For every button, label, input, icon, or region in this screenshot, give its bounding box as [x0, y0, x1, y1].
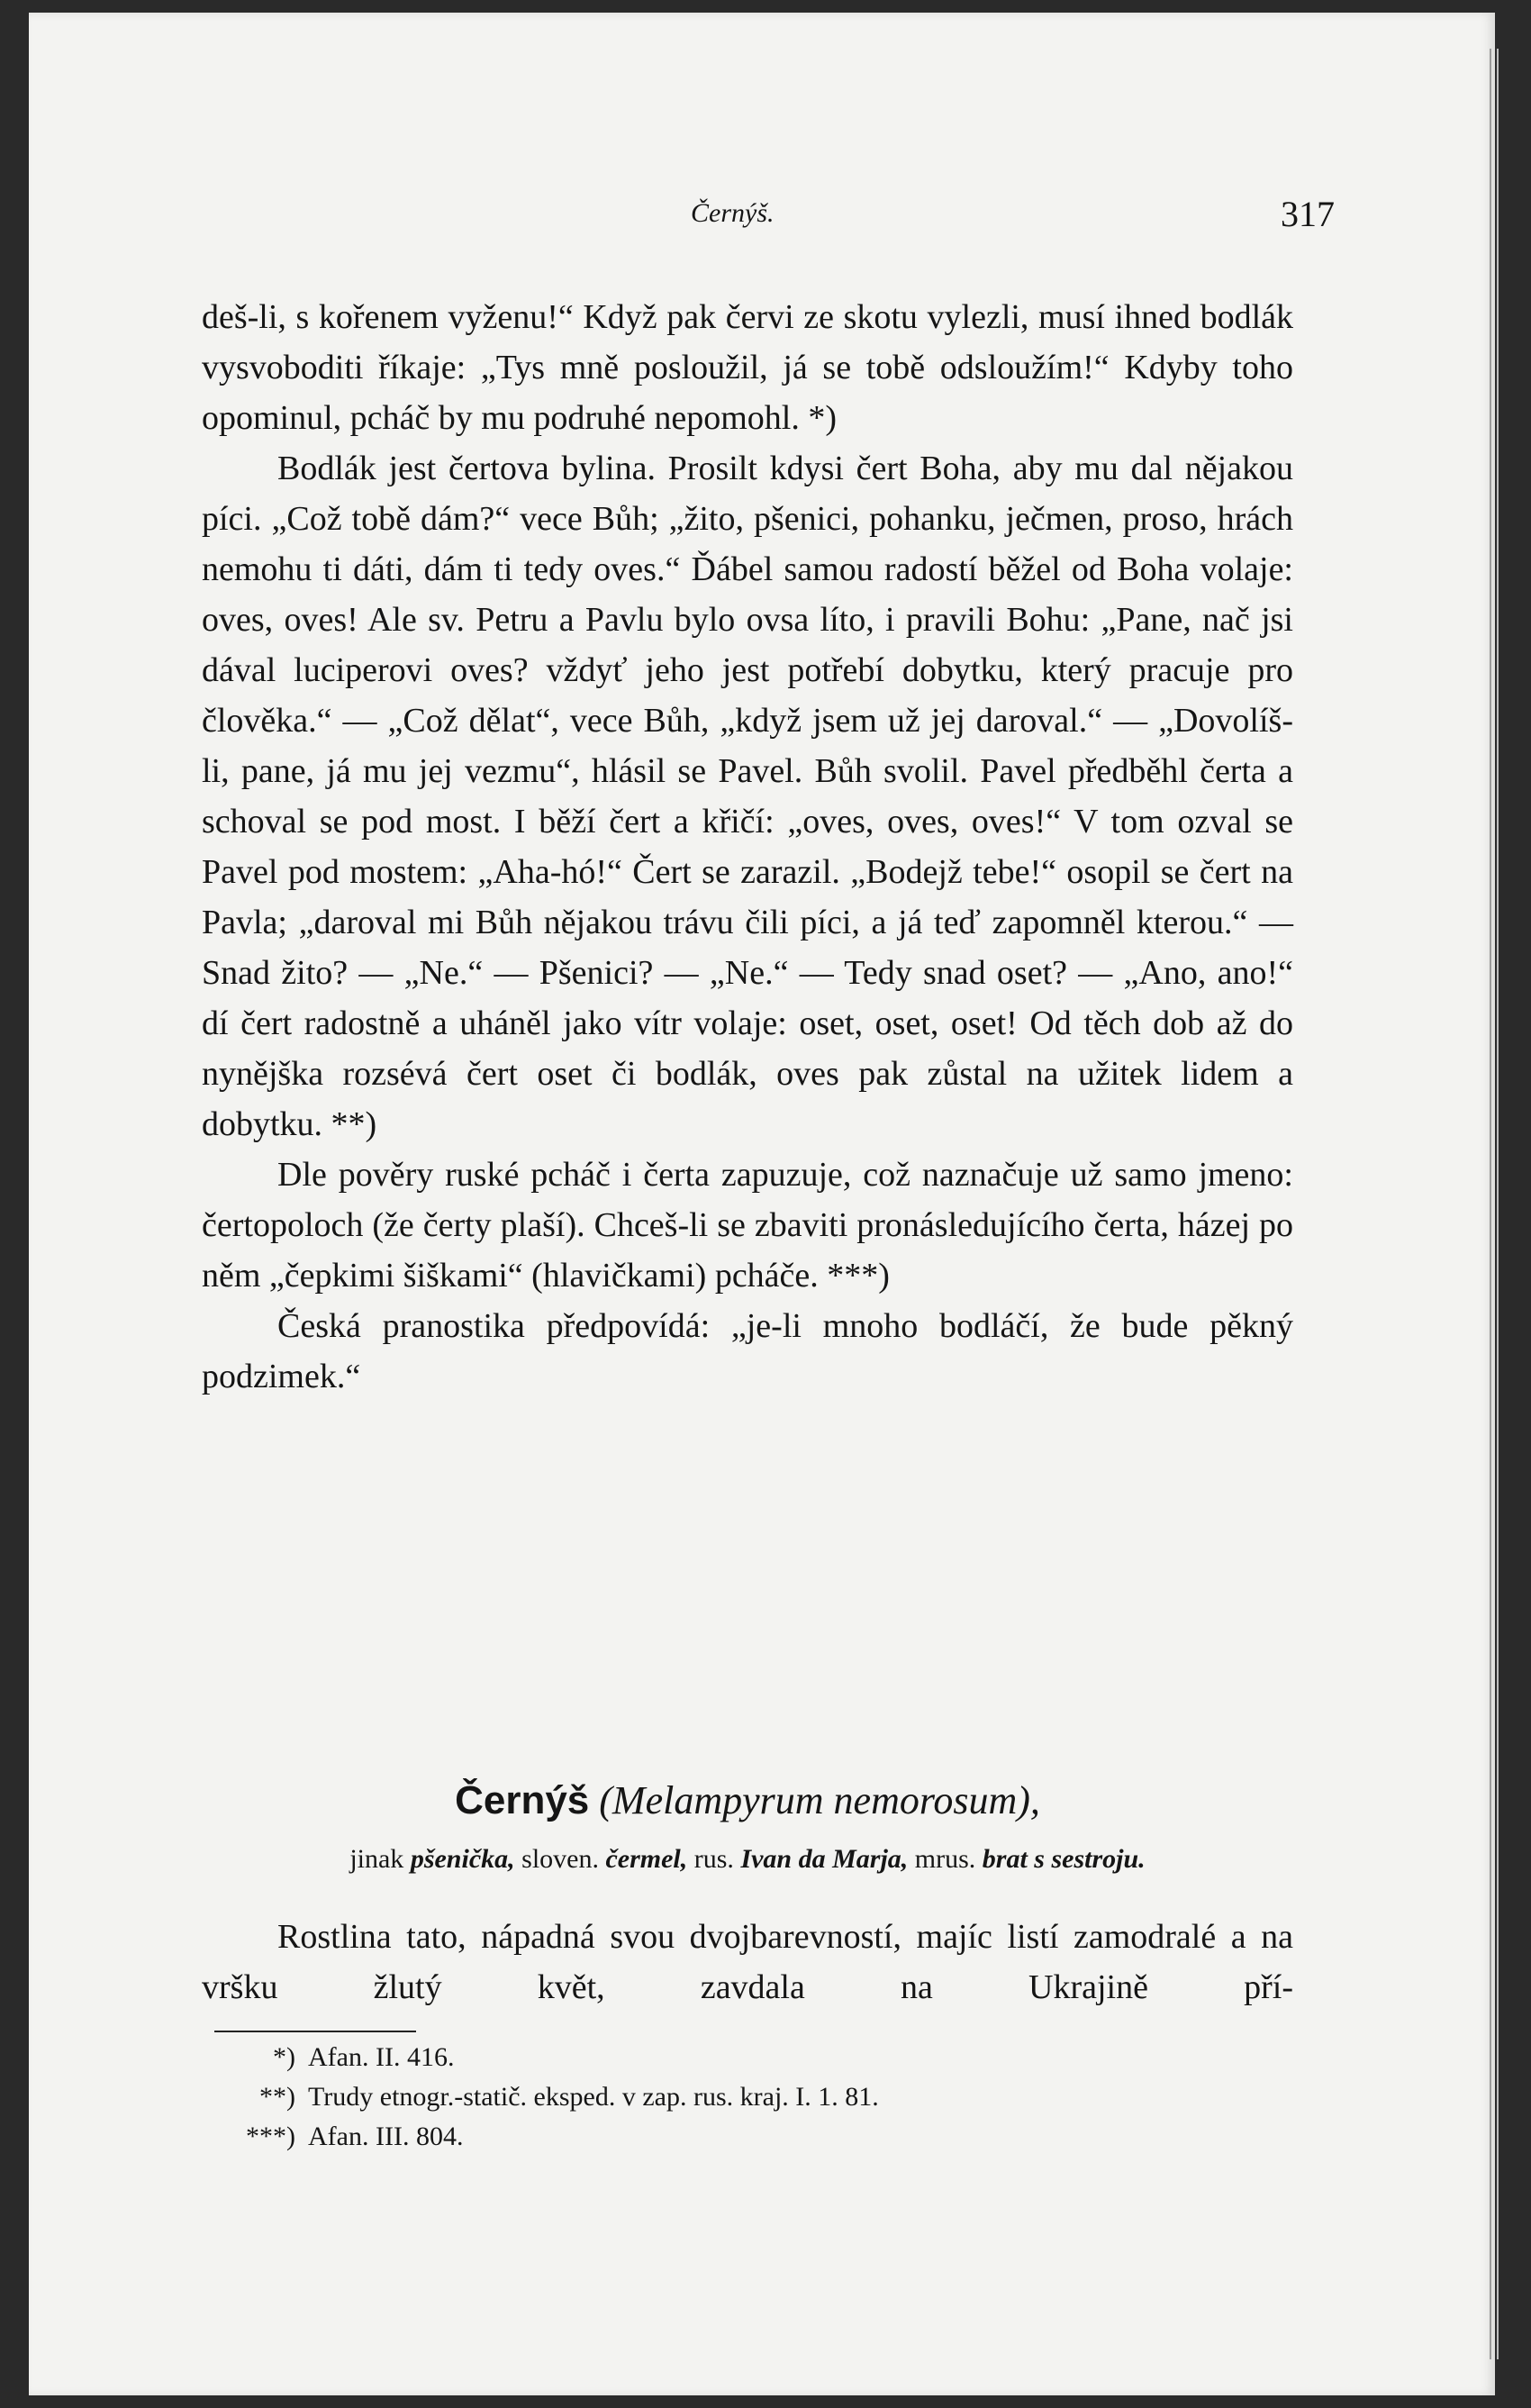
section-synonyms [202, 1840, 1293, 1879]
page-number: 317 [1281, 194, 1335, 234]
footnote-text: Afan. II. 416. [308, 2042, 455, 2072]
running-title: Černýš. [691, 198, 775, 228]
synonym-name: čermel, [605, 1844, 688, 1874]
paragraph: Rostlina tato, nápadná svou dvojbarevností, majíc listí zamodralé a na vršku žlutý květ, zavdala na Ukrajině pří- [202, 1918, 1293, 2006]
footnote [214, 2117, 1115, 2157]
synonym-name: Ivan da Marja, [740, 1844, 909, 1874]
page-header [29, 193, 1495, 247]
synonym-word: sloven. [521, 1844, 599, 1874]
footnote-mark: *) [273, 2042, 295, 2072]
footnote [214, 2077, 1115, 2117]
paragraph: Česká pranostika předpovídá: „je-li mnoho bodláčí, že bude pěkný podzimek.“ [202, 1307, 1293, 1395]
paragraph: Dle pověry ruské pcháč i čerta zapuzuje, což naznačuje už samo jmeno: čertopoloch (že čerty plaší). Chceš-li se zbaviti pronásledujícího čerta, házej po něm „čepkimi šiškami“ (hlavičkami) pcháče. ***) [202, 1156, 1293, 1295]
page-edge [1497, 49, 1499, 2359]
body-text [202, 292, 1293, 1402]
footnote-mark: **) [259, 2082, 295, 2112]
section-latin-name: (Melampyrum nemorosum), [599, 1778, 1040, 1822]
synonym-name: pšenička, [410, 1844, 515, 1874]
footnote-rule [214, 2031, 416, 2032]
footnote-text: Afan. III. 804. [308, 2122, 464, 2151]
section-name: Černýš [455, 1778, 590, 1822]
synonym-word: jinak [349, 1844, 404, 1874]
section-intro [202, 1912, 1293, 2013]
footnote [214, 2038, 1115, 2077]
page-edge [1490, 49, 1491, 2359]
synonym-word: rus. [693, 1844, 734, 1874]
paragraph: Bodlák jest čertova bylina. Prosilt kdysi čert Boha, aby mu dal nějakou píci. „Což tobě dám?“ vece Bůh; „žito, pšenici, pohanku, ječmen, proso, hrách nemohu ti dáti, dám ti tedy oves.“ Ďábel samou radostí běžel od Boha volaje: oves, oves! Ale sv. Petru a Pavlu bylo ovsa líto, i pravili Bohu: „Pane, nač jsi dával luciperovi oves? vždyť jeho jest potřebí dobytku, který pracuje pro člověka.“ — „Což dělat“, vece Bůh, „když jsem už jej daroval.“ — „Dovolíš-li, pane, já mu jej vezmu“, hlásil se Pavel. Bůh svolil. Pavel předběhl čerta a schoval se pod most. I běží čert a křičí: „oves, oves, oves!“ V tom ozval se Pavel pod mostem: „Aha-hó!“ Čert se zarazil. „Bodejž tebe!“ osopil se čert na Pavla; „daroval mi Bůh nějakou trávu čili píci, a já teď zapomněl kterou.“ — Snad žito? — „Ne.“ — Pšenici? — „Ne.“ — Tedy snad oset? — „Ano, ano!“ dí čert radostně a uháněl jako vítr volaje: oset, oset, oset! Od těch dob až do nynějška rozsévá čert oset či bodlák, oves pak zůstal na užitek lidem a dobytku. **) [202, 450, 1293, 1143]
footnote-mark: ***) [246, 2122, 295, 2151]
book-page [29, 13, 1495, 2395]
paragraph: deš-li, s kořenem vyženu!“ Když pak červi ze skotu vylezli, musí ihned bodlák vysvoboditi říkaje: „Tys mně posloužil, já se tobě odsloužím!“ Kdyby toho opominul, pcháč by mu podruhé nepomohl. *) [202, 298, 1293, 437]
synonym-name: brat s sestroju. [982, 1844, 1146, 1874]
footnote-text: Trudy etnogr.-statič. eksped. v zap. rus. kraj. I. 1. 81. [308, 2082, 879, 2112]
footnotes [214, 2038, 1115, 2157]
synonym-word: mrus. [914, 1844, 976, 1874]
section-heading [202, 1774, 1293, 1828]
